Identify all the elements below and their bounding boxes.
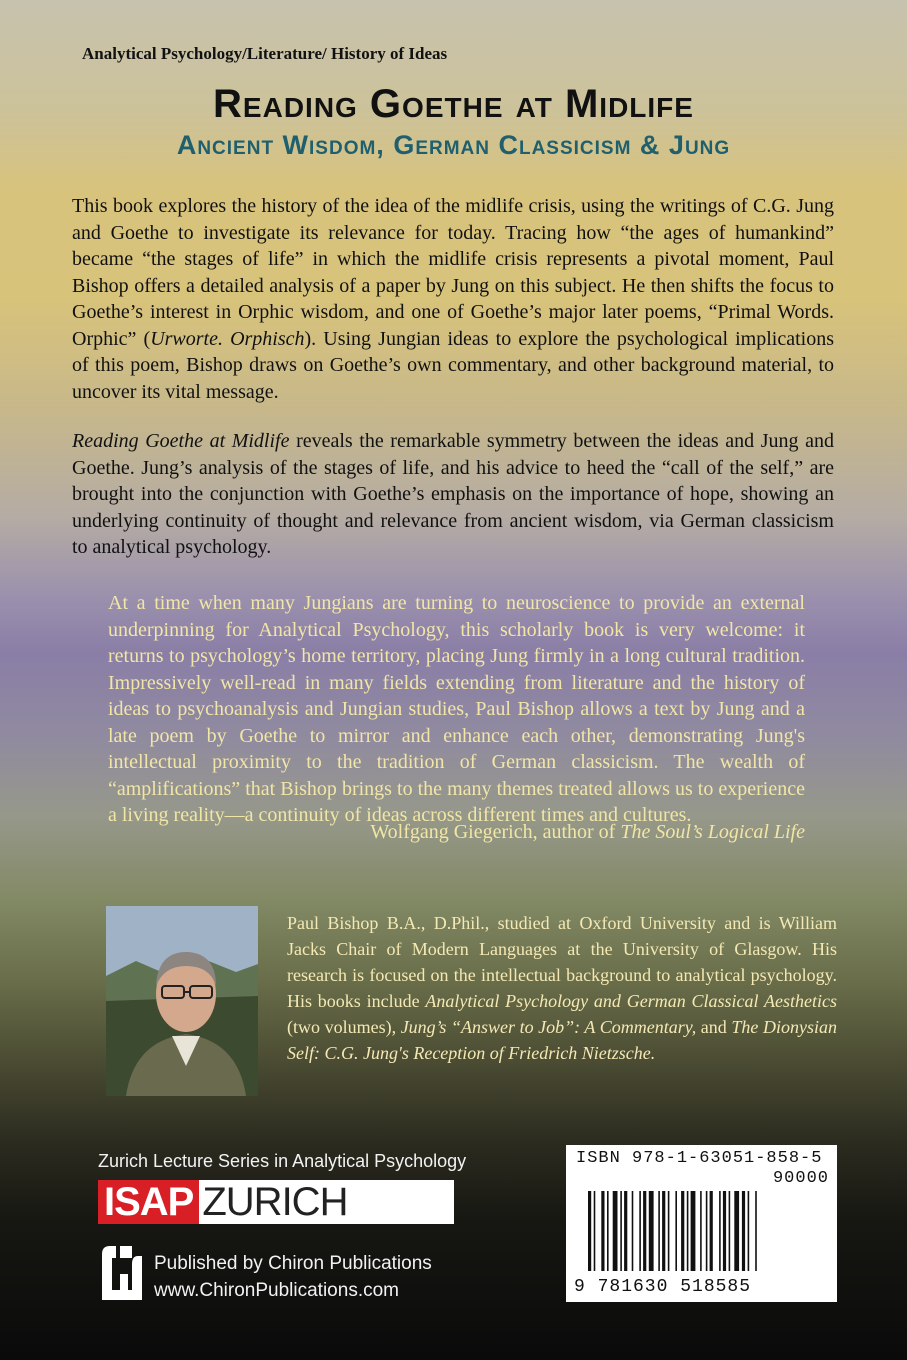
isap-logo-black: ZURICH [202, 1180, 348, 1224]
series-label: Zurich Lecture Series in Analytical Psychology [98, 1151, 467, 1171]
barcode-bar [719, 1191, 721, 1271]
para1-end: ). Using Jungian ideas to explore the psychological implications of this poem, Bishop draws on Goethe’s own commentary, and other background material, to uncover its vital message. [72, 327, 834, 403]
barcode-bar [742, 1191, 745, 1271]
barcode-bar [601, 1191, 604, 1271]
isap-logo-red: ISAP [98, 1180, 199, 1224]
barcode-bar [639, 1191, 641, 1271]
barcode-bar [658, 1191, 660, 1271]
book-subtitle: Ancient Wisdom, German Classicism & Jung [176, 130, 731, 160]
bio-mid-1: (two volumes), [287, 1017, 401, 1037]
barcode-bar [662, 1191, 665, 1271]
publisher-line: Published by Chiron Publications [154, 1253, 432, 1274]
barcode-bar [755, 1191, 757, 1271]
bio-book-2: Jung’s “Answer to Job”: A Commentary, [400, 1017, 697, 1037]
barcode-bar [748, 1191, 750, 1271]
barcode-bar [681, 1191, 684, 1271]
barcode-bar [675, 1191, 677, 1271]
author-photo [106, 906, 258, 1096]
bio-book-1: Analytical Psychology and German Classical Aesthetics [425, 991, 837, 1011]
author-bio [287, 910, 837, 1066]
barcode-bar [729, 1191, 731, 1271]
quote-attribution [370, 821, 805, 844]
barcode-bar [691, 1191, 696, 1271]
barcode-bar [613, 1191, 618, 1271]
barcode-bar [734, 1191, 739, 1271]
description-paragraph-2 [72, 428, 834, 561]
bio-mid-2: and [696, 1017, 732, 1037]
barcode-bars [588, 1191, 832, 1271]
chiron-logo-icon [98, 1244, 144, 1302]
barcode-bar [668, 1191, 670, 1271]
publisher-website[interactable]: www.ChironPublications.com [154, 1280, 399, 1301]
para2-text: reveals the remarkable symmetry between the ideas and Jung and Goethe. Jung’s analysis of the stages of life, and his advice to heed the “call of the self,” are brought into the conjunction with Goethe’s emphasis on the importance of hope, showing an underlying continuity of thought and relevance from ancient wisdom, via German classicism to analytical psychology. [72, 430, 834, 558]
barcode-bar [632, 1191, 634, 1271]
barcode-bar [649, 1191, 654, 1271]
isbn-number: ISBN 978-1-63051-858-5 [576, 1149, 823, 1168]
barcode-bar [706, 1191, 708, 1271]
author-portrait-image [106, 906, 258, 1096]
isbn-barcode [566, 1145, 837, 1302]
barcode-bar [624, 1191, 627, 1271]
bio-book-3: The Dionysian Self: C.G. Jung's Reception of Friedrich Nietzsche. [287, 1017, 838, 1063]
barcode-bar [723, 1191, 726, 1271]
description-paragraph-1 [72, 193, 834, 405]
barcode-bar [620, 1191, 622, 1271]
bio-start: Paul Bishop B.A., D.Phil., studied at Oxford University and is William Jacks Chair of Modern Languages at the University of Glasgow. His research is focused on the intellectual background to analytical psychology. His books include [287, 913, 837, 1011]
category-line: Analytical Psychology/Literature/ History of Ideas [82, 44, 448, 63]
barcode-bar [700, 1191, 702, 1271]
endorsement-quote: At a time when many Jungians are turning to neuroscience to provide an external underpinning for Analytical Psychology, this scholarly book is very welcome: it returns to psychology’s home territory, placing Jung firmly in a long cultural tradition. Impressively well-read in many fields extending from literature and the history of ideas to psychoanalysis and Jungian studies, Paul Bishop allows a text by Jung and a late poem by Goethe to mirror and enhance each other, demonstrating Jung's intellectual proximity to the tradition of German classicism. The wealth of “amplifications” that Bishop brings to the many themes treated allows us to experience a living reality—a continuity of ideas across different times and cultures. [108, 592, 805, 826]
barcode-bar [687, 1191, 689, 1271]
barcode-bar [588, 1191, 591, 1271]
barcode-bar [710, 1191, 713, 1271]
attribution-book: The Soul’s Logical Life [620, 821, 805, 843]
barcode-digits: 9 781630 518585 [574, 1277, 752, 1297]
attribution-text: Wolfgang Giegerich, author of [370, 821, 621, 843]
para2-italic: Reading Goethe at Midlife [72, 430, 290, 452]
barcode-bar [594, 1191, 596, 1271]
barcode-bar [607, 1191, 609, 1271]
barcode-bar [643, 1191, 646, 1271]
para1-italic: Urworte. Orphisch [150, 327, 305, 350]
para1-text: This book explores the history of the idea of the midlife crisis, using the writings of C.G. Jung and Goethe to investigate its relevance for today. Tracing how “the ages of humankind” became “the stages of life” in which the midlife crisis represents a pivotal moment, Paul Bishop offers a detailed analysis of a paper by Jung on this subject. He then shifts the focus to Goethe’s interest in Orphic wisdom, and one of Goethe’s major later poems, “Primal Words. Orphic” ( [72, 195, 834, 350]
book-title: Reading Goethe at Midlife [213, 82, 694, 126]
isap-zurich-logo [98, 1180, 454, 1224]
price-code: 90000 [772, 1169, 829, 1188]
